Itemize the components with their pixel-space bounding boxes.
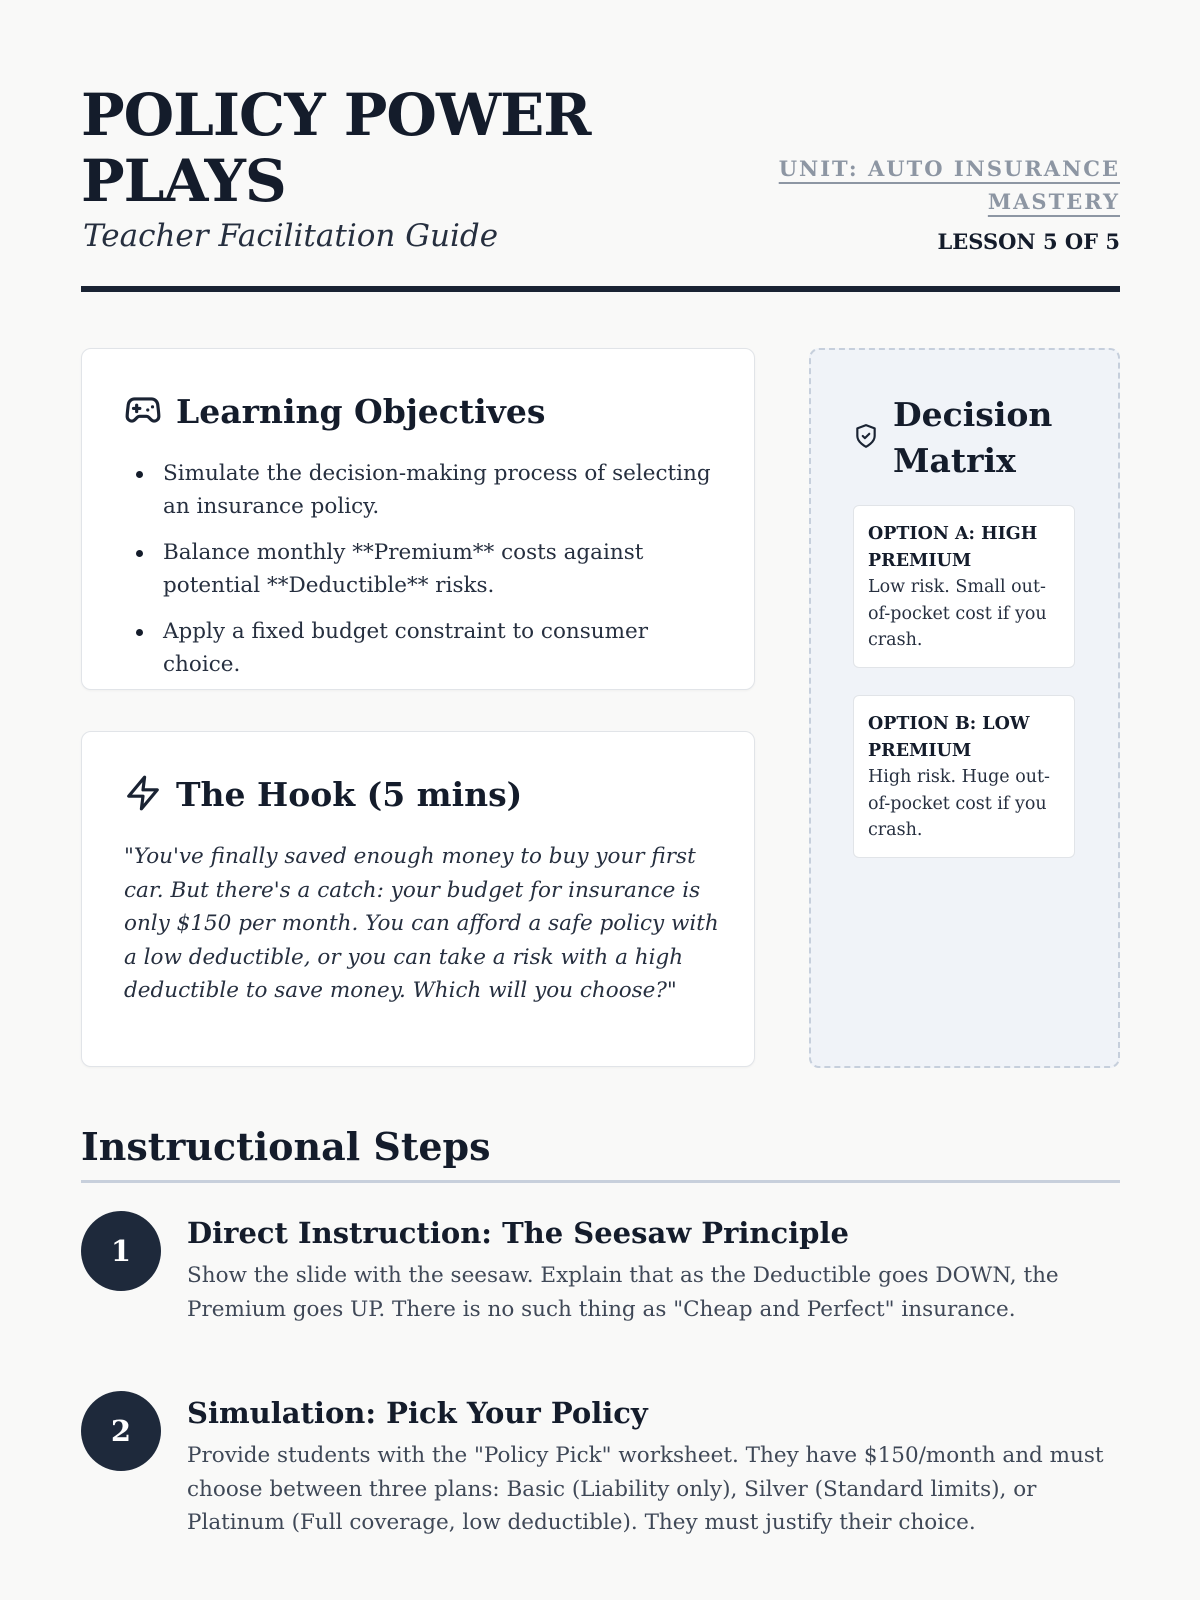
objectives-card xyxy=(81,348,755,690)
decision-matrix-panel xyxy=(809,348,1120,1068)
list-item: Balance monthly **Premium** costs against potential **Deductible** risks. xyxy=(163,536,723,602)
step-description: Provide students with the "Policy Pick" worksheet. They have $150/month and must choose between three plans: Basic (Liability only), Silver (Standard limits), or Platinum (Full coverage, low deductible). They must justify their choice. xyxy=(187,1443,1104,1535)
step-title: Direct Instruction: The Seesaw Principle xyxy=(187,1216,849,1250)
step-number-badge: 1 xyxy=(81,1211,161,1291)
option-card-b xyxy=(853,695,1075,858)
hook-quote: "You've finally saved enough money to buy your first car. But there's a catch: your budget for insurance is only $150 per month. You can afford a safe policy with a low deductible, or you can take a risk with a high deductible to save money. Which will you choose?" xyxy=(124,844,719,1003)
steps-divider xyxy=(81,1180,1120,1183)
step-title: Simulation: Pick Your Policy xyxy=(187,1396,648,1430)
lightning-icon xyxy=(124,774,176,816)
hook-header xyxy=(124,774,522,816)
matrix-header xyxy=(853,392,1073,484)
objectives-header xyxy=(124,391,545,433)
option-card-a xyxy=(853,505,1075,668)
shield-check-icon xyxy=(853,423,893,453)
option-title: OPTION B: LOW PREMIUM xyxy=(868,714,1030,761)
gamepad-icon xyxy=(124,391,176,433)
page-subtitle: Teacher Facilitation Guide xyxy=(83,218,499,254)
option-description: Low risk. Small out-of-pocket cost if you crash. xyxy=(868,577,1047,650)
option-title: OPTION A: HIGH PREMIUM xyxy=(868,524,1038,571)
hook-title: The Hook (5 mins) xyxy=(176,775,523,814)
option-description: High risk. Huge out-of-pocket cost if you crash. xyxy=(868,767,1050,840)
step-number-badge: 2 xyxy=(81,1391,161,1471)
step-description: Show the slide with the seesaw. Explain that as the Deductible goes DOWN, the Premium goes UP. There is no such thing as "Cheap and Perfect" insurance. xyxy=(187,1263,1059,1322)
lesson-label: LESSON 5 OF 5 xyxy=(937,229,1120,254)
unit-label: UNIT: AUTO INSURANCE MASTERY xyxy=(778,156,1120,214)
hook-card xyxy=(81,731,755,1067)
lesson-page xyxy=(81,0,1120,1600)
page-title: POLICY POWER PLAYS xyxy=(81,81,591,215)
page-header xyxy=(81,82,1120,292)
objectives-title: Learning Objectives xyxy=(176,392,546,431)
list-item: Simulate the decision-making process of selecting an insurance policy. xyxy=(163,457,723,523)
objectives-list xyxy=(163,457,723,694)
list-item: Apply a fixed budget constraint to consumer choice. xyxy=(163,615,723,681)
header-divider xyxy=(81,286,1120,292)
steps-heading: Instructional Steps xyxy=(81,1124,491,1169)
matrix-title: Decision Matrix xyxy=(893,395,1053,480)
